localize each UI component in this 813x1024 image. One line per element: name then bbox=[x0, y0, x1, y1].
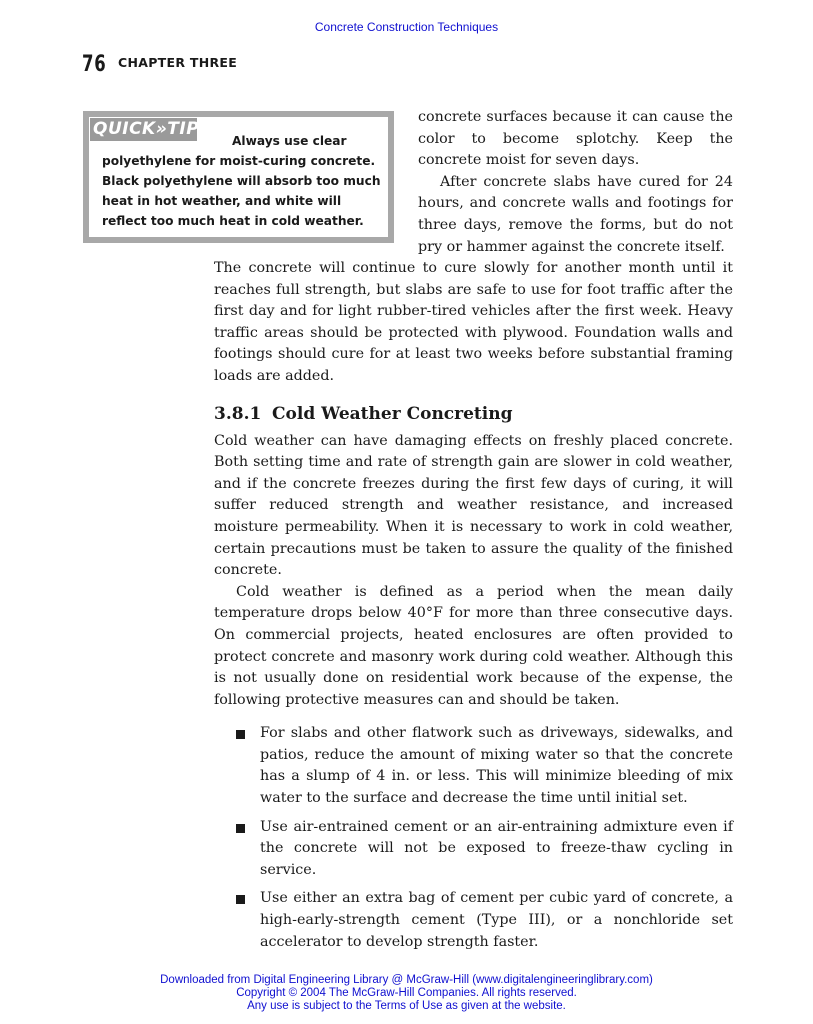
list-item: For slabs and other flatwork such as driveways, sidewalks, and patios, reduce the amount of mixing water so that the concrete has a slump of 4 in. or less. This will minimize bleeding of mix water to the surface and decrease the time until initial set. bbox=[214, 723, 733, 809]
quick-tip-label: QUICK»TIP bbox=[90, 118, 197, 141]
bullet-list bbox=[214, 723, 733, 953]
paragraph: Cold weather can have damaging effects on freshly placed concrete. Both setting time and rate of strength gain are slower in cold weather, and if the concrete freezes during the first few days of curing, it will suffer reduced strength and weather resistance, and increased moisture permeability. When it is necessary to work in cold weather, certain precautions must be taken to assure the quality of the finished concrete. bbox=[214, 432, 733, 579]
quick-tip-text: Always use clear polyethylene for moist-curing concrete. Black polyethylene will absorb too much heat in hot weather, and white will reflect too much heat in cold weather. bbox=[102, 134, 381, 228]
quick-tip-box bbox=[83, 111, 394, 243]
right-column bbox=[418, 107, 733, 258]
paragraph: concrete surfaces because it can cause the color to become splotchy. Keep the concrete moist for seven days. bbox=[418, 109, 733, 169]
paragraph: Cold weather is defined as a period when the mean daily temperature drops below 40°F for more than three consecutive days. On commercial projects, heated enclosures are often provided to protect concrete and masonry work during cold weather. Although this is not usually done on residential work because of the expense, the following protective measures can and should be taken. bbox=[214, 583, 733, 708]
footer-terms[interactable]: Any use is subject to the Terms of Use as given at the website. bbox=[247, 1000, 566, 1012]
footer-download-link[interactable]: Downloaded from Digital Engineering Library @ McGraw-Hill (www.digitalengineeringlibrary.com) bbox=[160, 974, 653, 986]
paragraph: After concrete slabs have cured for 24 hours, and concrete walls and footings for three days, remove the forms, but do not pry or hammer against the concrete itself. bbox=[418, 173, 733, 255]
chapter-heading: CHAPTER THREE bbox=[118, 55, 238, 70]
section-heading bbox=[214, 402, 733, 426]
footer-copyright: Copyright © 2004 The McGraw-Hill Companies. All rights reserved. bbox=[236, 987, 577, 999]
book-title-link[interactable]: Concrete Construction Techniques bbox=[314, 20, 499, 34]
square-bullet-icon bbox=[236, 824, 245, 833]
page-number: 76 bbox=[82, 52, 107, 77]
footer bbox=[0, 974, 813, 1013]
section-title: Cold Weather Concreting bbox=[272, 403, 513, 424]
square-bullet-icon bbox=[236, 730, 245, 739]
main-column bbox=[214, 258, 733, 960]
list-item: Use either an extra bag of cement per cubic yard of concrete, a high-early-strength cement (Type III), or a nonchloride set accelerator to develop strength faster. bbox=[214, 888, 733, 953]
square-bullet-icon bbox=[236, 895, 245, 904]
section-number: 3.8.1 bbox=[214, 403, 262, 424]
list-item: Use air-entrained cement or an air-entraining admixture even if the concrete will not be exposed to freeze-thaw cycling in service. bbox=[214, 817, 733, 882]
paragraph: The concrete will continue to cure slowly for another month until it reaches full strength, but slabs are safe to use for foot traffic after the first day and for light rubber-tired vehicles after the first week. Heavy traffic areas should be protected with plywood. Foundation walls and footings should cure for at least two weeks before substantial framing loads are added. bbox=[214, 260, 733, 384]
